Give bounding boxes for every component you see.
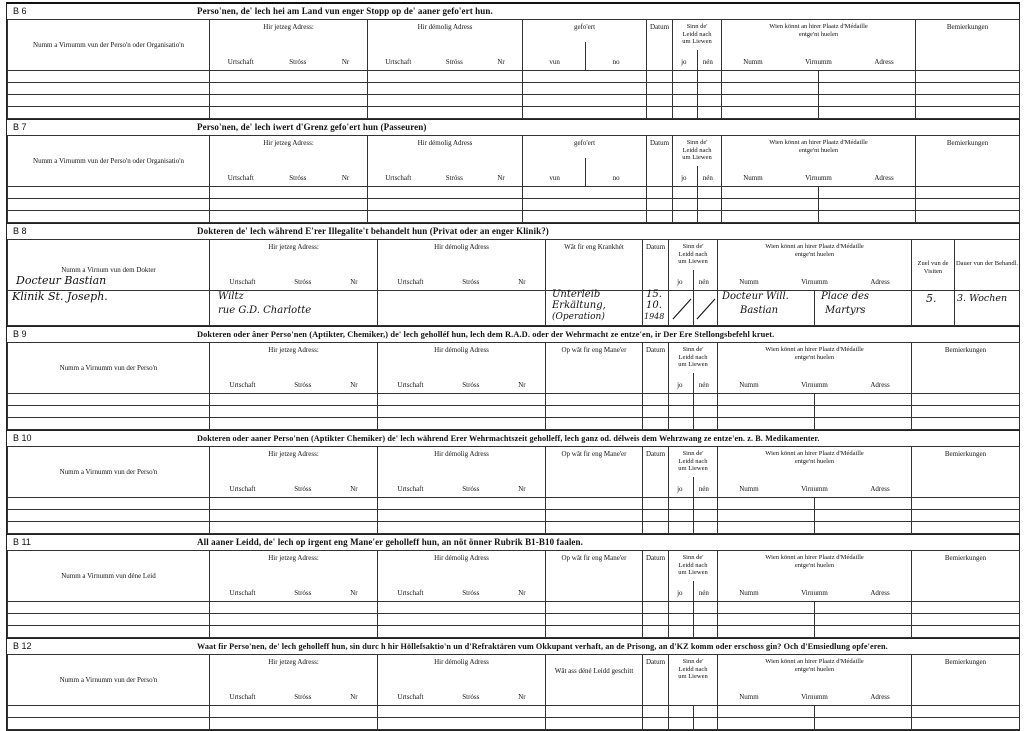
medal-address-line1: Place des [821,291,870,302]
section-code: B 10 [13,433,32,443]
section-b10 [6,431,1020,535]
col-former-address-header: Hir démolig Adress Urtschaft Stróss Nr [378,551,546,602]
section-title: Perso'nen, de' lech iwert d'Grenz gefo'ert hun (Passeuren) [197,122,427,132]
col-doctor-name-header: Numm a Virnum vun dem Dokter [8,240,210,291]
col-name-header: Numm a Virnumm vun der Perso'n oder Organisatio'n [8,136,210,187]
col-date-header: Datum [643,447,669,498]
col-former-address-header: Hir démolig Adress Urtschaft Stróss Nr [368,20,523,71]
visits-cell[interactable] [912,291,955,326]
date-day: 15. [646,289,662,300]
section-header [7,224,1019,239]
section-title: Dokteren oder aaner Perso'nen (Aptikter Chemiker) de' lech während Erer Wehrmachtszeit geholleff, lech ganz od. délweis dem Wehrzwang ze entze'en. z. B. Medikamenter. [197,434,820,443]
col-former-address-header: Hir démolig Adress Urtschaft Stróss Nr [368,136,523,187]
section-header [7,639,1019,654]
col-transported-header: gefo'ert vun no [523,20,647,71]
section-code: B 6 [13,6,27,16]
col-current-address-header: Hir jetzeg Adress: Urtschaft Stróss Nr [210,20,368,71]
col-former-address-header: Hir démolig Adress Urtschaft Stróss Nr [378,447,546,498]
col-former-address-header: Hir démolig Adress Urtschaft Stróss Nr [378,240,546,291]
illness-line1: Unterleib [552,289,601,300]
current-address-line2: rue G.D. Charlotte [218,305,312,316]
col-remarks-header: Bemierkungen [916,136,1020,187]
col-manner-header: Op wât fir eng Mane'er [546,551,643,602]
section-b9 [6,327,1020,431]
duration-cell[interactable] [955,291,1020,326]
date-cell[interactable] [643,291,669,326]
col-alive-header: Sinn de' Leidd nach um Liewen jo nén [673,136,722,187]
col-alive-header: Sinn de' Leidd nach um Liewen jo nén [669,240,718,291]
col-illness-header: Wât fir eng Krankhét [546,240,643,291]
section-b7 [6,120,1020,224]
col-date-header: Datum [643,240,669,291]
illness-line3: (Operation) [552,312,605,322]
section-title: Waat fir Perso'nen, de' lech geholleff hun, sin durc h hir Höllefsaktio'n un d'Refraktären vum Okkupant verhaft, an de Prisong, an d'KZ komm oder erschoss gin? Och d'Emsiedlung opfe'eren. [197,642,888,651]
date-year: 1948 [644,312,665,321]
section-header [7,327,1019,342]
illness-line2: Erkältung, [552,300,606,311]
section-code: B 9 [13,329,27,339]
section-table [7,550,1020,638]
medal-address-cell[interactable] [815,291,912,326]
visits-count: 5. [926,292,937,305]
col-name-header: Numm a Virnumm vun déne Leid [8,551,210,602]
slash-mark-icon [694,293,718,323]
col-current-address-header: Hir jetzeg Adress: Urtschaft Stróss Nr [210,136,368,187]
section-table [7,19,1020,119]
col-medal-header: Wien könnt an hirer Plaatz d'Médaille entge'nt huelen Numm Virnumm Adress [722,136,916,187]
section-code: B 12 [13,641,32,651]
col-duration-header: Dauer vun der Behandl. [955,240,1020,291]
section-title: Perso'nen, de' lech hei am Land vun enger Stopp op de' aaner gefo'ert hun. [197,6,493,16]
col-medal-header: Wien könnt an hirer Plaatz d'Médaille entge'nt huelen Numm Virnumm Adress [718,551,912,602]
col-manner-header: Op wât fir eng Mane'er [546,343,643,394]
section-code: B 7 [13,122,27,132]
col-what-happened-header: Wât ass déné Leidd geschitt [546,655,643,706]
col-manner-header: Op wât fir eng Mane'er [546,447,643,498]
section-b11 [6,535,1020,639]
col-date-header: Datum [647,20,673,71]
col-former-address-header: Hir démolig Adress Urtschaft Stróss Nr [378,343,546,394]
section-title: Dokteren de' lech während E'rer Illegalite't behandelt hun (Privat oder an enger Klinik?) [197,226,549,236]
col-medal-header: Wien könnt an hirer Plaatz d'Médaille entge'nt huelen Numm Virnumm Adress [722,20,916,71]
col-date-header: Datum [643,551,669,602]
questionnaire-form [6,2,1020,731]
col-alive-header: Sinn de' Leidd nach um Liewen jo nén [669,343,718,394]
col-name-header: Numm a Virnumm vun der Perso'n [8,655,210,706]
date-month: 10. [646,300,662,311]
col-current-address-header: Hir jetzeg Adress: Urtschaft Stróss Nr [210,240,378,291]
section-header [7,535,1019,550]
former-address-cell[interactable] [378,291,546,326]
col-date-header: Datum [643,343,669,394]
medal-address-line2: Martyrs [825,305,866,316]
section-table [7,239,1020,326]
alive-yes-cell[interactable] [669,291,694,326]
illness-cell[interactable] [546,291,643,326]
col-alive-header: Sinn de' Leidd nach um Liewen [669,655,718,706]
alive-no-cell[interactable] [694,291,718,326]
col-name-header: Numm a Virnumm vun der Perso'n [8,343,210,394]
col-name-header: Numm a Virnumm vun der Perso'n oder Organisatio'n [8,20,210,71]
slash-mark-icon [669,293,694,323]
section-table [7,654,1020,730]
entry-cell[interactable] [8,71,210,83]
col-medal-header: Wien könnt an hirer Plaatz d'Médaille entge'nt huelen Numm Virnumm Adress [718,447,912,498]
section-header [7,120,1019,135]
col-transported-header: gefo'ert vun no [523,136,647,187]
section-header [7,4,1019,19]
col-remarks-header: Bemierkungen [912,447,1020,498]
medal-name: Docteur Will. [722,291,789,302]
col-remarks-header: Bemierkungen [912,655,1020,706]
col-medal-header: Wien könnt an hirer Plaatz d'Médaille entge'nt huelen Numm Virnumm Adress [718,240,912,291]
section-title: All aaner Leidd, de' lech op irgent eng Mane'er geholleff hun, an nöt önner Rubrik B1-B10 faalen. [197,537,583,547]
current-address-line1: Wiltz [218,291,244,302]
col-medal-header: Wien könnt an hirer Plaatz d'Médaille entge'nt huelen Numm Virnumm Adress [718,343,912,394]
current-address-cell[interactable] [210,291,378,326]
section-header [7,431,1019,446]
col-remarks-header: Bemierkungen [912,343,1020,394]
col-remarks-header: Bemierkungen [912,551,1020,602]
col-alive-header: Sinn de' Leidd nach um Liewen jo nén [673,20,722,71]
section-table [7,135,1020,223]
section-b6 [6,2,1020,120]
col-former-address-header: Hir démolig Adress Urtschaft Stróss Nr [378,655,546,706]
doctor-name-line2: Klinik St. Joseph. [12,290,108,303]
section-code: B 11 [13,537,31,547]
section-title: Dokteren oder âner Perso'nen (Aptikter, Chemiker,) de' lech geholléf hun, lech dem R.A.D. oder der Wehrmacht ze entze'en, ir Der Ere Stellongsbefehl kruet. [197,330,775,339]
col-name-header: Numm a Virnumm vun der Perso'n [8,447,210,498]
col-medal-header: Wien könnt an hirer Plaatz d'Médaille entge'nt huelen Numm Virnumm Adress [718,655,912,706]
col-alive-header: Sinn de' Leidd nach um Liewen jo nén [669,551,718,602]
medal-firstname: Bastian [740,305,779,316]
col-alive-header: Sinn de' Leidd nach um Liewen jo nén [669,447,718,498]
col-current-address-header: Hir jetzeg Adress: Urtschaft Stróss Nr [210,343,378,394]
section-b12 [6,639,1020,731]
col-current-address-header: Hir jetzeg Adress: Urtschaft Stróss Nr [210,655,378,706]
col-date-header: Datum [643,655,669,706]
col-remarks-header: Bemierkungen [916,20,1020,71]
section-b8 [6,224,1020,327]
col-current-address-header: Hir jetzeg Adress: Urtschaft Stróss Nr [210,551,378,602]
treatment-duration: 3. Wochen [957,293,1008,304]
section-code: B 8 [13,226,27,236]
medal-name-cell[interactable] [718,291,815,326]
doctor-name-cell[interactable] [8,274,210,326]
col-visits-header: Zuel vun de Visiten [912,240,955,291]
section-table [7,446,1020,534]
col-current-address-header: Hir jetzeg Adress: Urtschaft Stróss Nr [210,447,378,498]
section-table [7,342,1020,430]
col-date-header: Datum [647,136,673,187]
doctor-name-line1: Docteur Bastian [16,274,107,287]
